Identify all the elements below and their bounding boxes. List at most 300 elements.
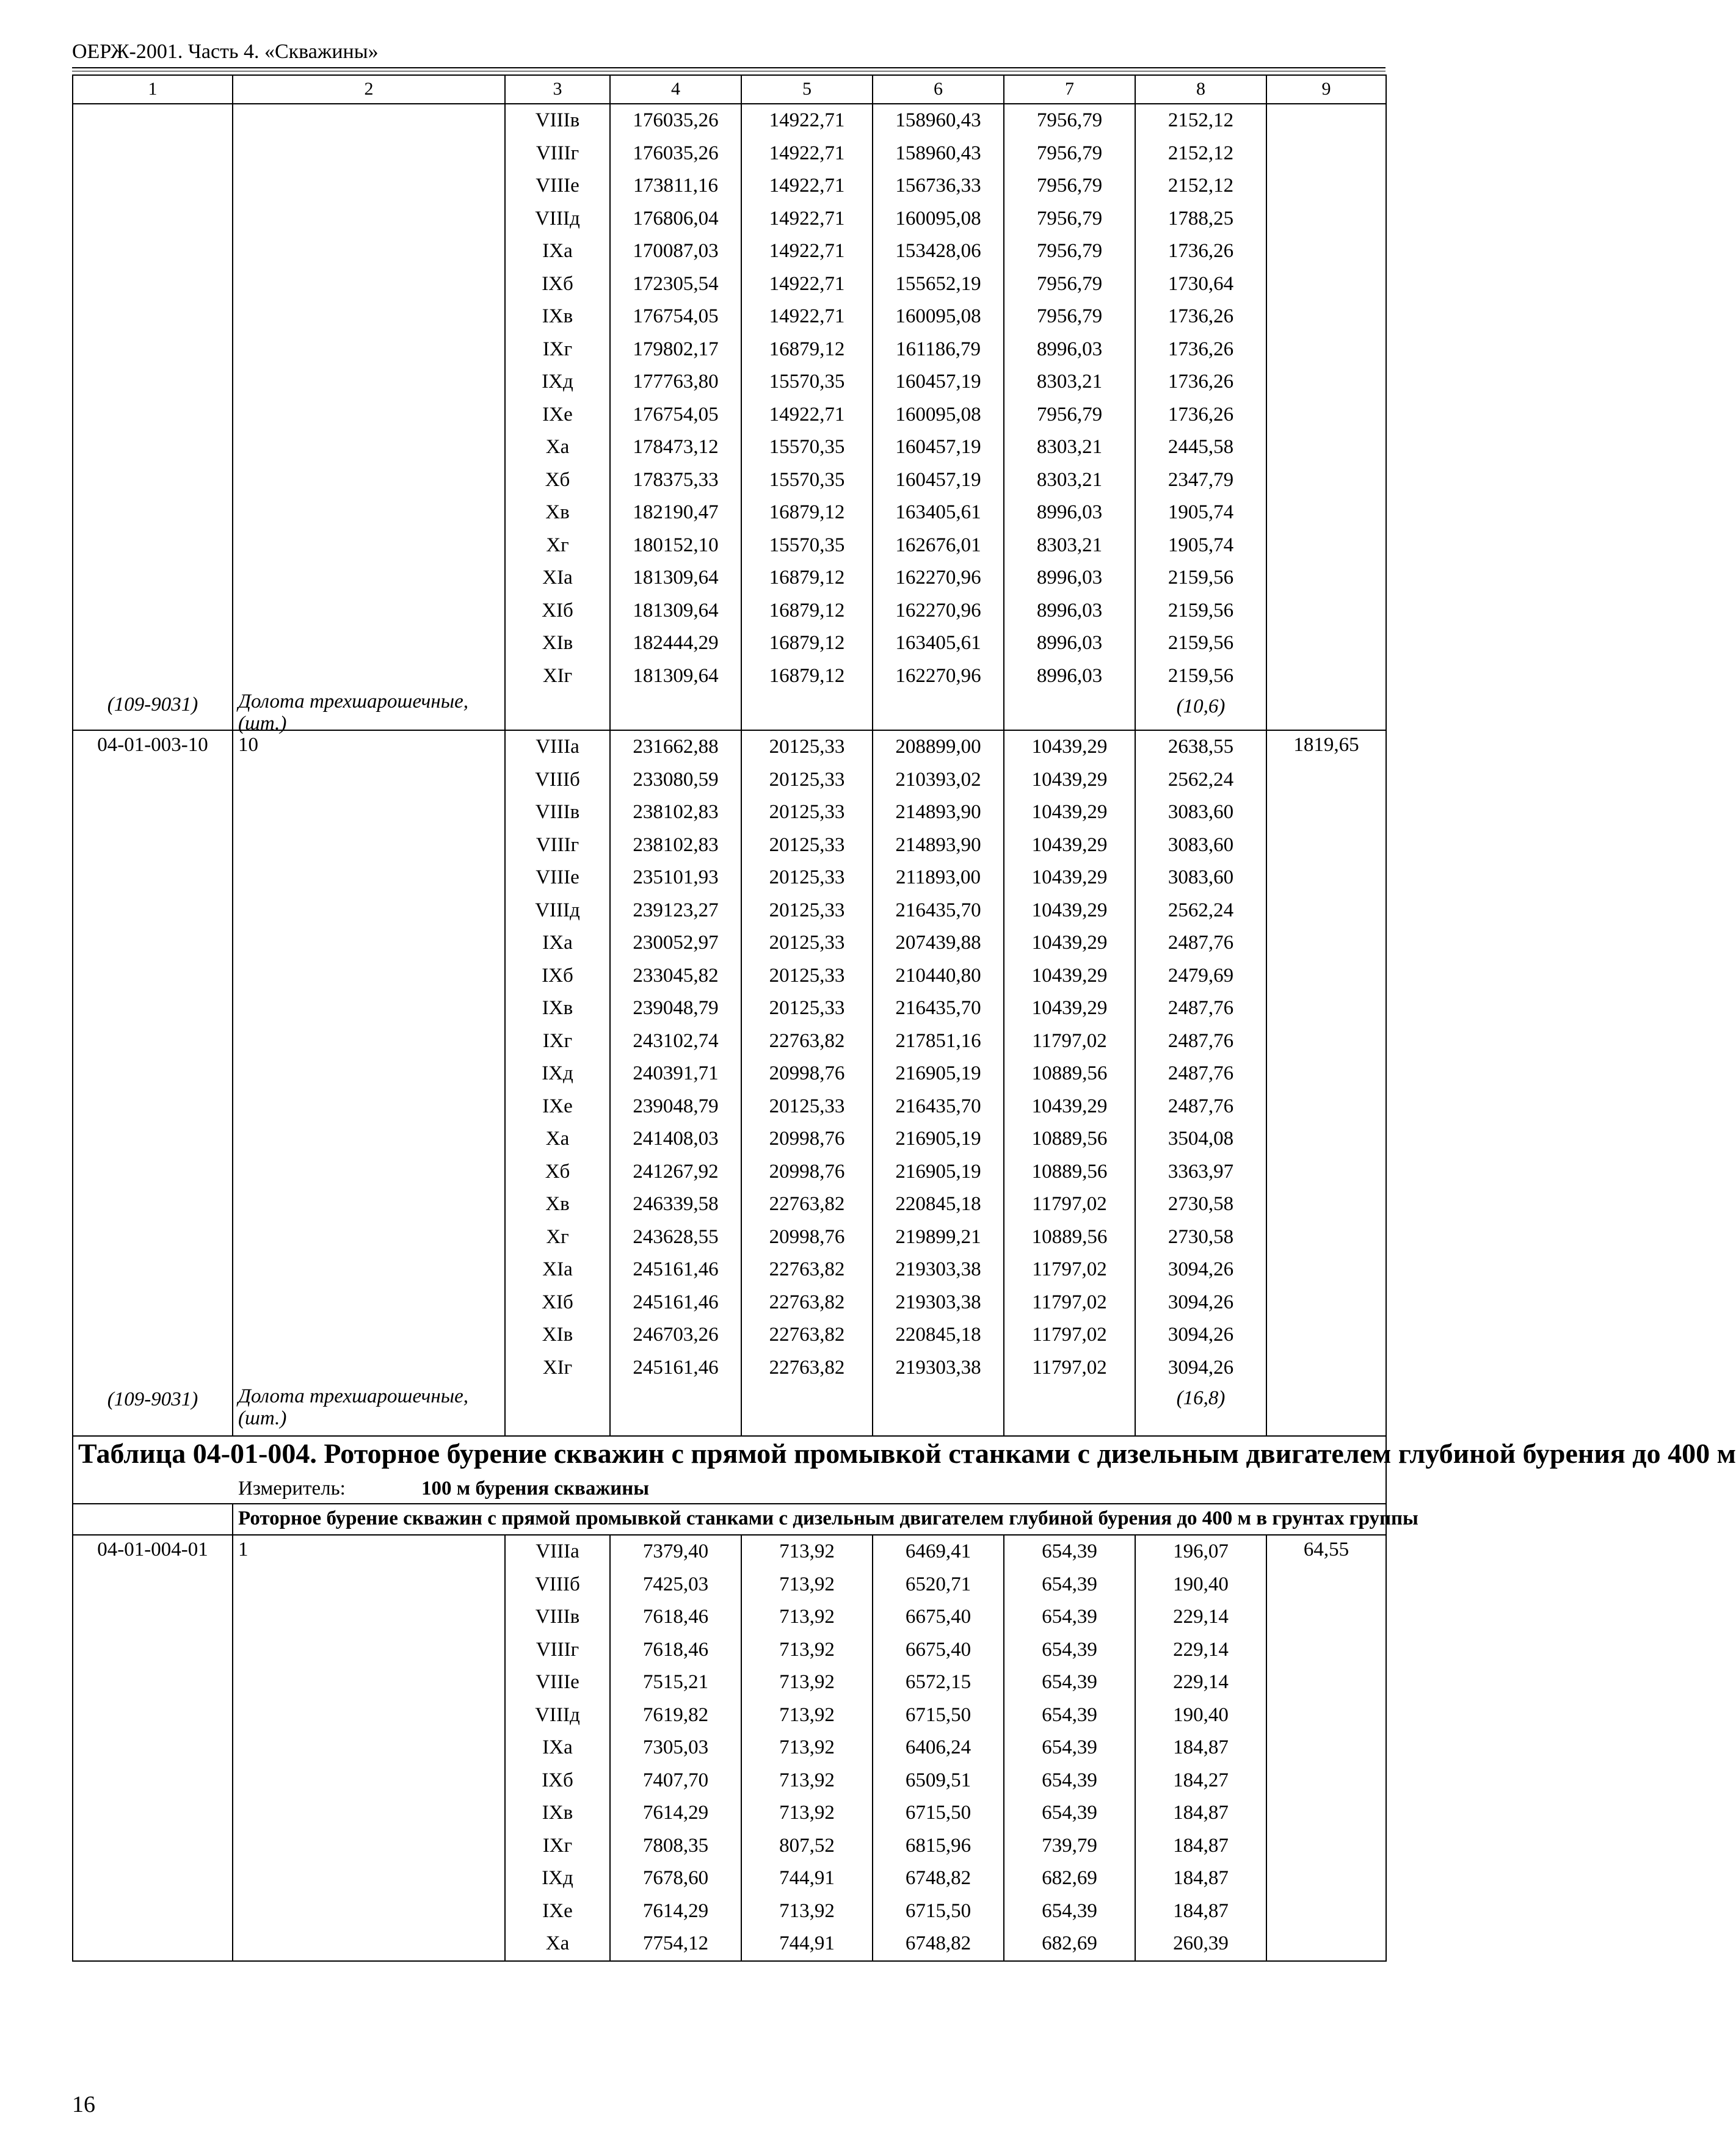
- value-cell: 713,92: [779, 1899, 835, 1922]
- block1-wages: [741, 104, 873, 730]
- value-cell: 20125,33: [769, 899, 845, 921]
- block2-resource-name: Долота трехшарошечные, (шт.): [238, 1385, 469, 1429]
- value-cell: 160095,08: [895, 403, 981, 426]
- value-cell: 7956,79: [1036, 175, 1103, 197]
- value-cell: 654,39: [1042, 1899, 1097, 1922]
- value-cell: 231662,88: [633, 736, 719, 758]
- block3-name: 1: [233, 1535, 505, 1961]
- page-header: ОЕРЖ-2001. Часть 4. «Скважины»: [72, 40, 379, 63]
- value-cell: 162676,01: [895, 534, 981, 556]
- value-cell: 216905,19: [895, 1160, 981, 1183]
- value-cell: 20998,76: [769, 1225, 845, 1248]
- value-cell: 211893,00: [895, 866, 981, 888]
- value-cell: 3094,26: [1168, 1258, 1234, 1280]
- value-cell: 8303,21: [1036, 436, 1103, 458]
- value-cell: 713,92: [779, 1606, 835, 1628]
- value-cell: 2562,24: [1168, 899, 1234, 921]
- value-cell: 181309,64: [633, 599, 719, 622]
- block3-total: [610, 1535, 741, 1961]
- block2-machines: [873, 730, 1004, 1436]
- value-cell: 6572,15: [905, 1671, 972, 1693]
- value-cell: IXд: [542, 1867, 573, 1889]
- value-cell: 11797,02: [1032, 1291, 1107, 1313]
- value-cell: 214893,90: [895, 833, 981, 856]
- value-cell: 8303,21: [1036, 468, 1103, 491]
- header-rule: [72, 67, 1386, 68]
- value-cell: 180152,10: [633, 534, 719, 556]
- value-cell: 654,39: [1042, 1638, 1097, 1661]
- rates-table: [72, 74, 1736, 1962]
- value-cell: 7956,79: [1036, 240, 1103, 262]
- block3-machines: [873, 1535, 1004, 1961]
- value-cell: 3094,26: [1168, 1324, 1234, 1346]
- value-cell: Xа: [545, 436, 570, 458]
- value-cell: 176806,04: [633, 207, 719, 230]
- value-cell: 196,07: [1173, 1540, 1229, 1562]
- value-cell: 179802,17: [633, 338, 719, 360]
- value-cell: 10889,56: [1031, 1062, 1108, 1084]
- value-cell: XIв: [542, 632, 573, 654]
- value-cell: Xг: [546, 534, 569, 556]
- value-cell: 14922,71: [769, 207, 845, 230]
- value-cell: 2347,79: [1168, 468, 1234, 491]
- block1-machines: [873, 104, 1004, 730]
- value-cell: 22763,82: [769, 1258, 845, 1280]
- value-cell: IXа: [542, 932, 573, 954]
- value-cell: 15570,35: [769, 436, 845, 458]
- value-cell: IXе: [542, 1899, 573, 1922]
- value-cell: 239123,27: [633, 899, 719, 921]
- block2-resource-code: (109-9031): [107, 1388, 198, 1410]
- value-cell: 162270,96: [895, 599, 981, 622]
- page-number: 16: [72, 2092, 95, 2117]
- value-cell: 162270,96: [895, 664, 981, 687]
- value-cell: 20125,33: [769, 801, 845, 823]
- block3-machinist-wages: [1004, 1535, 1135, 1961]
- value-cell: 7614,29: [642, 1899, 709, 1922]
- block2-code: 04-01-003-10: [97, 734, 208, 756]
- value-cell: VIIIд: [535, 899, 580, 921]
- value-cell: 15570,35: [769, 534, 845, 556]
- value-cell: 162270,96: [895, 567, 981, 589]
- value-cell: 20998,76: [769, 1160, 845, 1183]
- value-cell: 163405,61: [895, 501, 981, 523]
- value-cell: 10439,29: [1031, 899, 1108, 921]
- value-cell: 158960,43: [895, 142, 981, 164]
- value-cell: 210393,02: [895, 768, 981, 791]
- block2-wages: [741, 730, 873, 1436]
- value-cell: 20125,33: [769, 1095, 845, 1117]
- value-cell: 238102,83: [633, 801, 719, 823]
- block2-total: [610, 730, 741, 1436]
- value-cell: 229,14: [1173, 1606, 1229, 1628]
- value-cell: 654,39: [1042, 1703, 1097, 1726]
- value-cell: 2730,58: [1168, 1225, 1234, 1248]
- value-cell: 6675,40: [905, 1638, 972, 1661]
- value-cell: 233045,82: [633, 964, 719, 987]
- value-cell: VIIIд: [535, 207, 580, 230]
- value-cell: 6520,71: [905, 1573, 972, 1595]
- value-cell: 3083,60: [1168, 833, 1234, 856]
- value-cell: 178473,12: [633, 436, 719, 458]
- value-cell: 184,87: [1173, 1867, 1229, 1889]
- value-cell: XIа: [542, 567, 573, 589]
- value-cell: 8303,21: [1036, 371, 1103, 393]
- value-cell: Xв: [545, 1193, 570, 1215]
- value-cell: 170087,03: [633, 240, 719, 262]
- value-cell: 7956,79: [1036, 272, 1103, 295]
- value-cell: 1736,26: [1168, 305, 1234, 327]
- block2-materials: [1135, 730, 1266, 1436]
- block2-name: 10: [238, 734, 258, 756]
- value-cell: 20125,33: [769, 964, 845, 987]
- column-number-5: 5: [741, 75, 873, 104]
- value-cell: 245161,46: [633, 1356, 719, 1379]
- value-cell: 2159,56: [1168, 632, 1234, 654]
- value-cell: 214893,90: [895, 801, 981, 823]
- value-cell: 14922,71: [769, 109, 845, 131]
- value-cell: 6469,41: [905, 1540, 972, 1562]
- value-cell: VIIIв: [535, 801, 580, 823]
- column-number-1: 1: [73, 75, 233, 104]
- value-cell: 6748,82: [905, 1932, 972, 1954]
- value-cell: 713,92: [779, 1540, 835, 1562]
- value-cell: 11797,02: [1032, 1029, 1107, 1052]
- value-cell: XIа: [542, 1258, 573, 1280]
- block1-resource-code: (109-9031): [107, 694, 198, 716]
- value-cell: 713,92: [779, 1769, 835, 1791]
- value-cell: 654,39: [1042, 1540, 1097, 1562]
- value-cell: 807,52: [779, 1834, 835, 1857]
- value-cell: IXд: [542, 371, 573, 393]
- value-cell: 173811,16: [633, 175, 719, 197]
- value-cell: 20125,33: [769, 833, 845, 856]
- value-cell: 216435,70: [895, 899, 981, 921]
- table-title-cell: [73, 1436, 1736, 1504]
- column-number-4: 4: [610, 75, 741, 104]
- value-cell: Xа: [545, 1128, 570, 1150]
- value-cell: 7956,79: [1036, 207, 1103, 230]
- value-cell: 10889,56: [1031, 1160, 1108, 1183]
- value-cell: 654,39: [1042, 1573, 1097, 1595]
- value-cell: 260,39: [1173, 1932, 1229, 1954]
- value-cell: 7305,03: [642, 1736, 709, 1758]
- value-cell: IXг: [542, 338, 573, 360]
- value-cell: 233080,59: [633, 768, 719, 791]
- value-cell: 219899,21: [895, 1225, 981, 1248]
- block1-name-cell: [233, 104, 505, 734]
- value-cell: 219303,38: [895, 1356, 981, 1379]
- value-cell: 7618,46: [642, 1638, 709, 1661]
- value-cell: 176035,26: [633, 142, 719, 164]
- value-cell: 156736,33: [895, 175, 981, 197]
- value-cell: IXа: [542, 1736, 573, 1758]
- value-cell: 16879,12: [769, 599, 845, 622]
- value-cell: 713,92: [779, 1736, 835, 1758]
- value-cell: 654,39: [1042, 1606, 1097, 1628]
- value-cell: 14922,71: [769, 142, 845, 164]
- value-cell: 1736,26: [1168, 403, 1234, 426]
- block2-resource-qty: (16,8): [1176, 1387, 1226, 1409]
- value-cell: 10439,29: [1031, 768, 1108, 791]
- section-title: Роторное бурение скважин с прямой промывкой станками с дизельным двигателем глубиной бурения до 400 м в грунтах группы: [233, 1504, 1386, 1535]
- value-cell: XIг: [542, 664, 573, 687]
- value-cell: 8996,03: [1036, 567, 1103, 589]
- value-cell: 6715,50: [905, 1899, 972, 1922]
- value-cell: 181309,64: [633, 664, 719, 687]
- value-cell: 8996,03: [1036, 632, 1103, 654]
- value-cell: 160457,19: [895, 371, 981, 393]
- value-cell: 16879,12: [769, 501, 845, 523]
- value-cell: XIб: [542, 599, 573, 622]
- value-cell: 682,69: [1042, 1867, 1097, 1889]
- block1-labor: [1266, 104, 1386, 730]
- value-cell: 181309,64: [633, 567, 719, 589]
- value-cell: 245161,46: [633, 1291, 719, 1313]
- value-cell: 6675,40: [905, 1606, 972, 1628]
- value-cell: 20125,33: [769, 997, 845, 1019]
- value-cell: 22763,82: [769, 1029, 845, 1052]
- value-cell: VIIIг: [536, 833, 579, 856]
- value-cell: 2730,58: [1168, 1193, 1234, 1215]
- value-cell: 22763,82: [769, 1356, 845, 1379]
- value-cell: IXв: [542, 997, 573, 1019]
- value-cell: 1905,74: [1168, 534, 1234, 556]
- value-cell: 161186,79: [895, 338, 981, 360]
- value-cell: IXб: [542, 1769, 573, 1791]
- value-cell: 1905,74: [1168, 501, 1234, 523]
- value-cell: 713,92: [779, 1703, 835, 1726]
- value-cell: 1788,25: [1168, 207, 1234, 230]
- value-cell: 178375,33: [633, 468, 719, 491]
- value-cell: 11797,02: [1032, 1258, 1107, 1280]
- value-cell: 22763,82: [769, 1324, 845, 1346]
- value-cell: 158960,43: [895, 109, 981, 131]
- value-cell: 7619,82: [642, 1703, 709, 1726]
- value-cell: 160095,08: [895, 207, 981, 230]
- value-cell: IXв: [542, 1802, 573, 1824]
- value-cell: 2152,12: [1168, 142, 1234, 164]
- value-cell: 2479,69: [1168, 964, 1234, 987]
- value-cell: 10439,29: [1031, 801, 1108, 823]
- value-cell: 243102,74: [633, 1029, 719, 1052]
- value-cell: 2159,56: [1168, 664, 1234, 687]
- value-cell: 184,87: [1173, 1802, 1229, 1824]
- value-cell: 10439,29: [1031, 932, 1108, 954]
- value-cell: IXг: [542, 1834, 573, 1857]
- value-cell: 241408,03: [633, 1128, 719, 1150]
- value-cell: 239048,79: [633, 997, 719, 1019]
- value-cell: 20998,76: [769, 1128, 845, 1150]
- value-cell: 182190,47: [633, 501, 719, 523]
- value-cell: 7407,70: [642, 1769, 709, 1791]
- value-cell: 229,14: [1173, 1638, 1229, 1661]
- value-cell: 713,92: [779, 1638, 835, 1661]
- block3-labor: 64,55: [1266, 1535, 1386, 1961]
- value-cell: Xб: [545, 1160, 570, 1183]
- value-cell: 238102,83: [633, 833, 719, 856]
- block1-resource-name: Долота трехшарошечные, (шт.): [238, 691, 469, 734]
- value-cell: 20125,33: [769, 866, 845, 888]
- column-number-9: 9: [1266, 75, 1386, 104]
- value-cell: 2159,56: [1168, 599, 1234, 622]
- value-cell: 10439,29: [1031, 997, 1108, 1019]
- meter-label: Измеритель:: [238, 1478, 346, 1499]
- value-cell: 155652,19: [895, 272, 981, 295]
- value-cell: 2487,76: [1168, 1095, 1234, 1117]
- value-cell: 160095,08: [895, 305, 981, 327]
- value-cell: 713,92: [779, 1573, 835, 1595]
- value-cell: 219303,38: [895, 1291, 981, 1313]
- value-cell: 216905,19: [895, 1062, 981, 1084]
- value-cell: 10439,29: [1031, 736, 1108, 758]
- block1-soil-group: [505, 104, 610, 730]
- meter-line: [238, 1474, 1381, 1503]
- value-cell: 15570,35: [769, 371, 845, 393]
- value-cell: Xа: [545, 1932, 570, 1954]
- value-cell: 16879,12: [769, 567, 845, 589]
- value-cell: 153428,06: [895, 240, 981, 262]
- value-cell: 6509,51: [905, 1769, 972, 1791]
- value-cell: VIIIг: [536, 1638, 579, 1661]
- value-cell: 184,87: [1173, 1834, 1229, 1857]
- block3-soil-group: [505, 1535, 610, 1961]
- value-cell: 208899,00: [895, 736, 981, 758]
- block1-total: [610, 104, 741, 730]
- value-cell: 240391,71: [633, 1062, 719, 1084]
- value-cell: XIб: [542, 1291, 573, 1313]
- value-cell: 245161,46: [633, 1258, 719, 1280]
- value-cell: 207439,88: [895, 932, 981, 954]
- value-cell: VIIIв: [535, 109, 580, 131]
- value-cell: 7425,03: [642, 1573, 709, 1595]
- value-cell: 246703,26: [633, 1324, 719, 1346]
- value-cell: VIIIе: [536, 866, 579, 888]
- value-cell: 190,40: [1173, 1573, 1229, 1595]
- value-cell: 220845,18: [895, 1324, 981, 1346]
- table-title: Таблица 04-01-004. Роторное бурение скважин с прямой промывкой станками с дизельным двигателем глубиной бурения до 400 м: [78, 1438, 1736, 1469]
- value-cell: 3094,26: [1168, 1291, 1234, 1313]
- value-cell: 654,39: [1042, 1769, 1097, 1791]
- value-cell: 7379,40: [642, 1540, 709, 1562]
- value-cell: 172305,54: [633, 272, 719, 295]
- value-cell: 20125,33: [769, 736, 845, 758]
- value-cell: IXг: [542, 1029, 573, 1052]
- value-cell: 239048,79: [633, 1095, 719, 1117]
- column-number-row: [73, 75, 1386, 104]
- section-title-row: [73, 1504, 1386, 1535]
- value-cell: 10439,29: [1031, 833, 1108, 856]
- block1-materials: [1135, 104, 1266, 730]
- value-cell: 15570,35: [769, 468, 845, 491]
- value-cell: 8996,03: [1036, 501, 1103, 523]
- value-cell: 7956,79: [1036, 403, 1103, 426]
- value-cell: 654,39: [1042, 1802, 1097, 1824]
- value-cell: 229,14: [1173, 1671, 1229, 1693]
- section-empty-cell: [73, 1504, 233, 1535]
- value-cell: 2152,12: [1168, 175, 1234, 197]
- column-number-8: 8: [1135, 75, 1266, 104]
- value-cell: 11797,02: [1032, 1324, 1107, 1346]
- column-number-6: 6: [873, 75, 1004, 104]
- value-cell: 10889,56: [1031, 1225, 1108, 1248]
- block2-code-cell: [73, 730, 233, 1436]
- value-cell: 1730,64: [1168, 272, 1234, 295]
- value-cell: 14922,71: [769, 240, 845, 262]
- block1-code-cell: [73, 104, 233, 730]
- value-cell: 7956,79: [1036, 142, 1103, 164]
- value-cell: Xг: [546, 1225, 569, 1248]
- value-cell: 8303,21: [1036, 534, 1103, 556]
- value-cell: 184,27: [1173, 1769, 1229, 1791]
- value-cell: 235101,93: [633, 866, 719, 888]
- value-cell: 16879,12: [769, 664, 845, 687]
- block3-materials: [1135, 1535, 1266, 1961]
- value-cell: 654,39: [1042, 1671, 1097, 1693]
- value-cell: IXе: [542, 1095, 573, 1117]
- value-cell: 7808,35: [642, 1834, 709, 1857]
- value-cell: 2487,76: [1168, 997, 1234, 1019]
- value-cell: 14922,71: [769, 403, 845, 426]
- value-cell: 3094,26: [1168, 1356, 1234, 1379]
- value-cell: VIIIд: [535, 1703, 580, 1726]
- column-number-2: 2: [233, 75, 505, 104]
- value-cell: 10439,29: [1031, 866, 1108, 888]
- value-cell: 6715,50: [905, 1802, 972, 1824]
- value-cell: 210440,80: [895, 964, 981, 987]
- value-cell: IXа: [542, 240, 573, 262]
- value-cell: 11797,02: [1032, 1356, 1107, 1379]
- value-cell: 2487,76: [1168, 932, 1234, 954]
- value-cell: 184,87: [1173, 1736, 1229, 1758]
- value-cell: 217851,16: [895, 1029, 981, 1052]
- value-cell: 713,92: [779, 1671, 835, 1693]
- value-cell: IXд: [542, 1062, 573, 1084]
- value-cell: 220845,18: [895, 1193, 981, 1215]
- value-cell: 1736,26: [1168, 371, 1234, 393]
- value-cell: 176754,05: [633, 305, 719, 327]
- value-cell: 3083,60: [1168, 801, 1234, 823]
- value-cell: 1736,26: [1168, 338, 1234, 360]
- value-cell: VIIIа: [536, 1540, 579, 1562]
- value-cell: Xб: [545, 468, 570, 491]
- value-cell: 230052,97: [633, 932, 719, 954]
- value-cell: XIг: [542, 1356, 573, 1379]
- value-cell: 2152,12: [1168, 109, 1234, 131]
- value-cell: 14922,71: [769, 175, 845, 197]
- value-cell: VIIIв: [535, 1606, 580, 1628]
- value-cell: 2159,56: [1168, 567, 1234, 589]
- value-cell: 739,79: [1042, 1834, 1097, 1857]
- value-cell: 14922,71: [769, 305, 845, 327]
- value-cell: 7614,29: [642, 1802, 709, 1824]
- value-cell: 6748,82: [905, 1867, 972, 1889]
- value-cell: VIIIб: [535, 768, 580, 791]
- value-cell: 7956,79: [1036, 305, 1103, 327]
- value-cell: 216905,19: [895, 1128, 981, 1150]
- value-cell: VIIIа: [536, 736, 579, 758]
- value-cell: 3504,08: [1168, 1128, 1234, 1150]
- value-cell: XIв: [542, 1324, 573, 1346]
- value-cell: 2638,55: [1168, 736, 1234, 758]
- value-cell: VIIIе: [536, 1671, 579, 1693]
- value-cell: 216435,70: [895, 1095, 981, 1117]
- value-cell: 6715,50: [905, 1703, 972, 1726]
- value-cell: VIIIе: [536, 175, 579, 197]
- value-cell: 182444,29: [633, 632, 719, 654]
- value-cell: VIIIг: [536, 142, 579, 164]
- value-cell: 246339,58: [633, 1193, 719, 1215]
